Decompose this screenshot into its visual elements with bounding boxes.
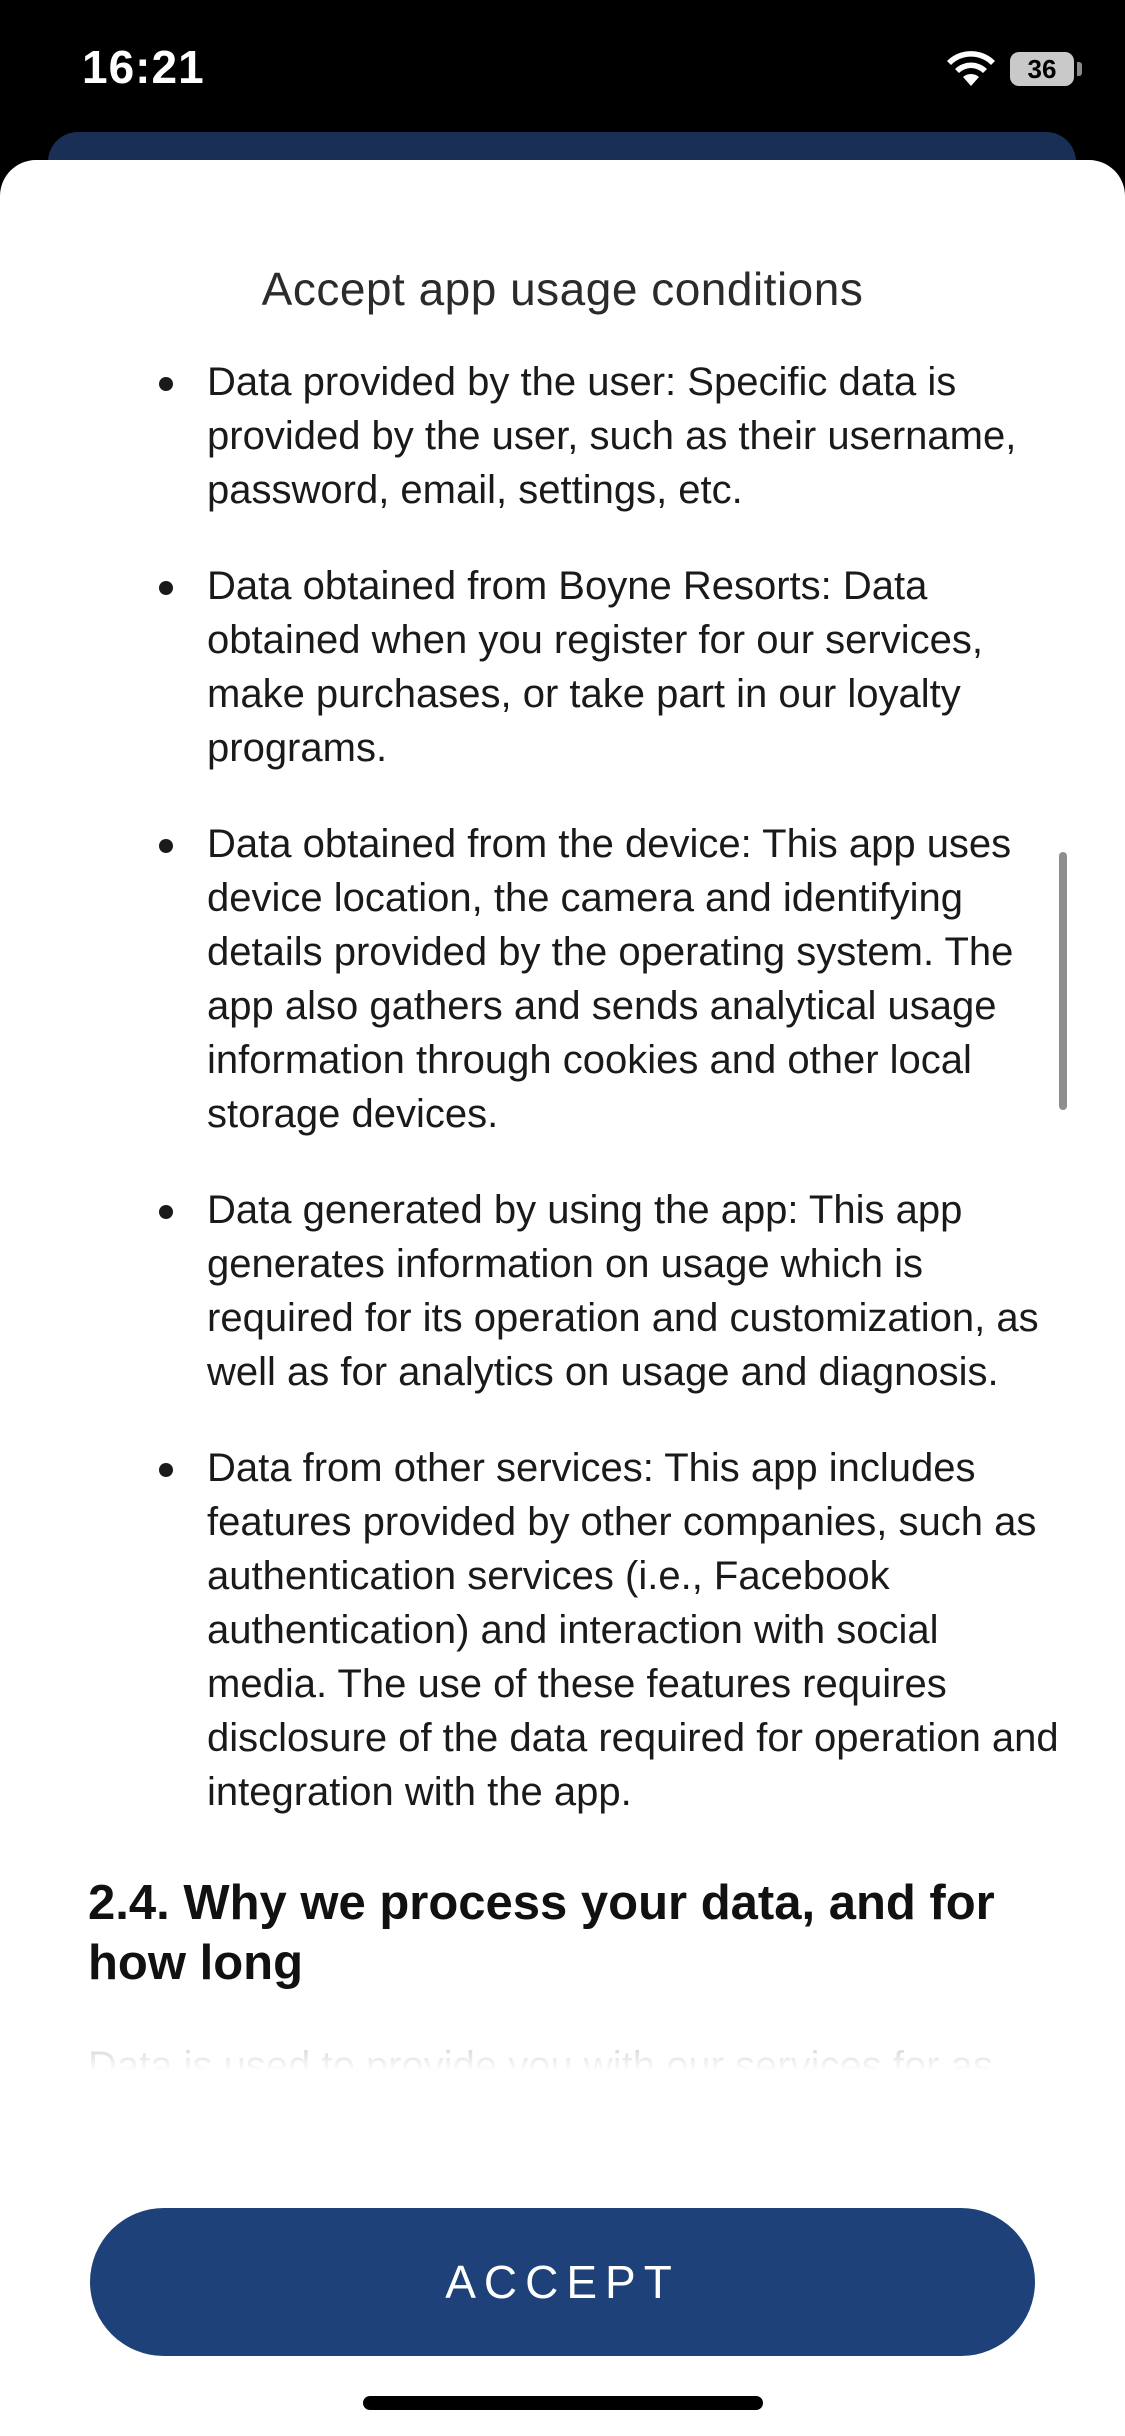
data-sources-list [0,355,1125,1819]
list-item-text: Data obtained from the device: This app uses device location, the camera and identifying details provided by the operating system. The app also gathers and sends analytical usage information through cookies and other local storage devices. [207,822,1014,1136]
home-indicator [363,2396,763,2410]
list-item-text: Data from other services: This app includes features provided by other companies, such as authentication services (i.e., Facebook authentication) and interaction with social media. The use of these features requires disclosure of the data required for operation and integration with the app. [207,1446,1059,1814]
scrollbar[interactable] [1059,852,1067,1110]
battery-cap [1077,62,1082,76]
list-item [0,1183,1125,1399]
wifi-icon [945,50,997,88]
status-bar [0,0,1125,150]
list-item-text: Data generated by using the app: This app generates information on usage which is required for its operation and customization, as well as for analytics on usage and diagnosis. [207,1188,1039,1394]
list-item [0,1441,1125,1819]
bullet-dot [159,1463,173,1477]
bullet-dot [159,377,173,391]
status-time: 16:21 [82,41,205,93]
conditions-sheet [0,160,1125,2436]
battery-icon: 36 [1010,52,1074,86]
bullet-dot [159,581,173,595]
bullet-dot [159,839,173,853]
sheet-title: Accept app usage conditions [261,263,864,315]
content-fade [0,2010,1125,2120]
list-item-text: Data obtained from Boyne Resorts: Data obtained when you register for our services, make purchases, or take part in our loyalty programs. [207,564,983,770]
conditions-content[interactable] [0,355,1125,2300]
accept-button[interactable]: ACCEPT [90,2208,1035,2356]
list-item-text: Data provided by the user: Specific data is provided by the user, such as their username, password, email, settings, etc. [207,360,1017,512]
list-item [0,817,1125,1141]
section-heading: 2.4. Why we process your data, and for how long [88,1876,995,1990]
list-item [0,355,1125,517]
list-item [0,559,1125,775]
bullet-dot [159,1205,173,1219]
